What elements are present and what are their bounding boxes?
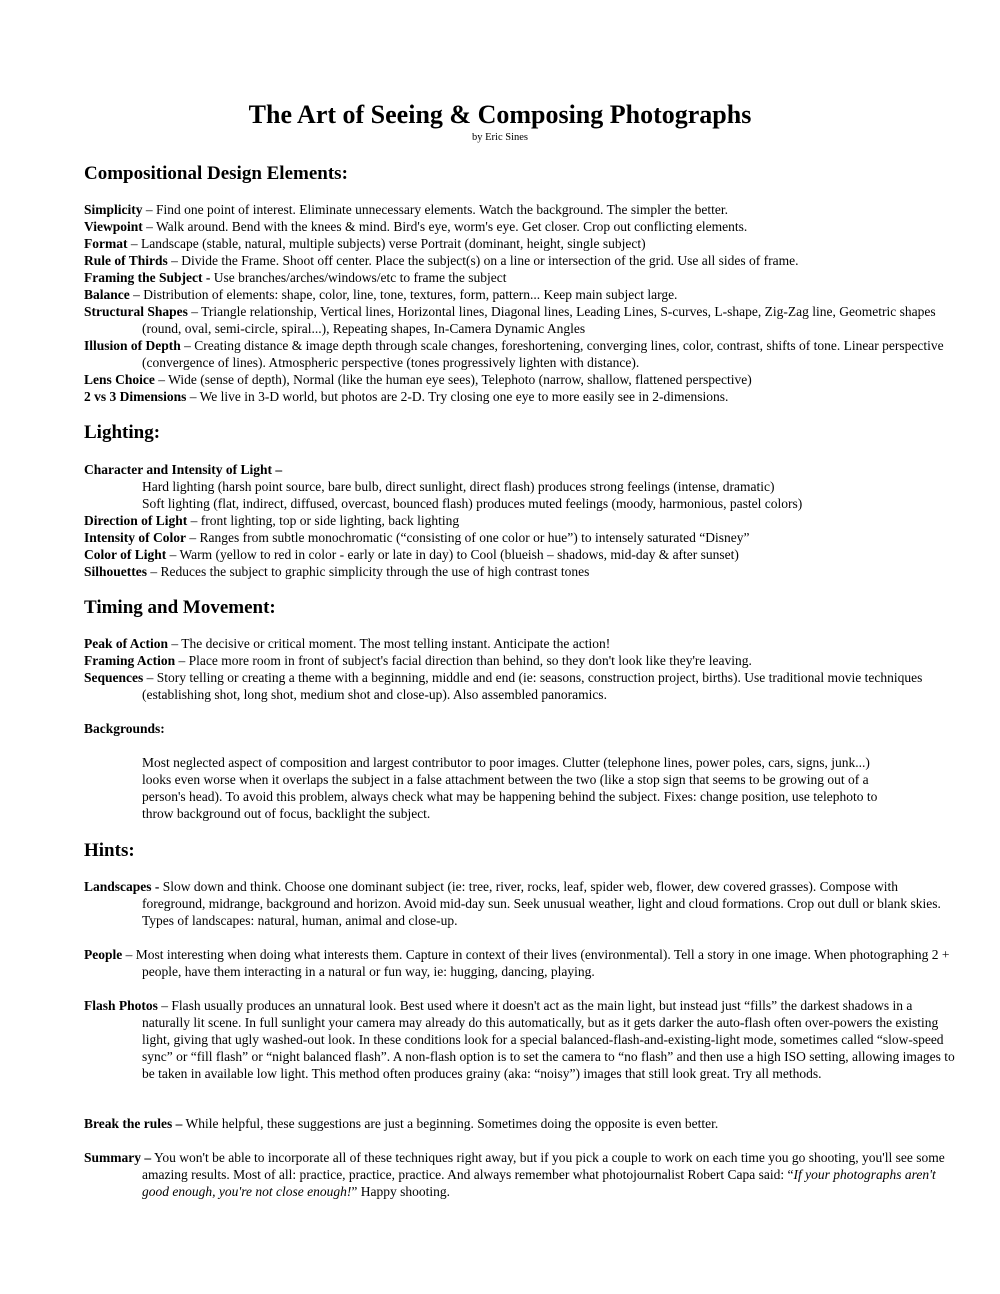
- entry-balance: Balance – Distribution of elements: shape, color, line, tone, textures, form, pattern... Keep main subject large.: [84, 287, 678, 302]
- backgrounds-paragraph: Most neglected aspect of composition and largest contributor to poor images. Clutter (telephone lines, power poles, cars, signs, junk...) looks even worse when it overlaps the subject in a false attachment between the two (like a stop sign that seems to be growing out of a person's head). To avoid this problem, always check what may be happening behind the subject. Fixes: change position, use telephoto to throw background out of focus, backlight the subject.: [142, 755, 878, 821]
- entry-framing-subject: Framing the Subject - Use branches/arches/windows/etc to frame the subject: [84, 270, 507, 285]
- entry-structural-shapes: Structural Shapes – Triangle relationship, Vertical lines, Horizontal lines, Diagonal lines, Leading Lines, S-curves, L-shape, Zig-Zag line, Geometric shapes (round, oval, semi-circle, spiral...), Repeating shapes, In-Camera Dynamic Angles: [84, 304, 936, 336]
- capa-quote: If your photographs aren't good enough, you're not close enough!: [142, 1167, 936, 1199]
- entry-silhouettes: Silhouettes – Reduces the subject to graphic simplicity through the use of high contrast tones: [84, 564, 590, 579]
- entry-summary: Summary – You won't be able to incorporate all of these techniques right away, but if you pick a couple to work on each time you go shooting, you'll see some amazing results. Most of all: practice, practice, practice. And always remember what photojournalist Robert Capa said: “If your photographs aren't good enough, you're not close enough!” Happy shooting.: [84, 1150, 945, 1199]
- section-heading-lighting: Lighting:: [84, 422, 161, 443]
- entry-sequences: Sequences – Story telling or creating a theme with a beginning, middle and end (ie: seasons, construction project, births). Use traditional movie techniques (establishing shot, long shot, medium shot and close-up). Also assembled panoramics.: [84, 670, 923, 702]
- entry-intensity-of-color: Intensity of Color – Ranges from subtle monochromatic (“consisting of one color or hue”) to intensely saturated “Disney”: [84, 530, 750, 545]
- entry-character-of-light: Character and Intensity of Light –: [84, 462, 283, 477]
- entry-people: People – Most interesting when doing what interests them. Capture in context of their lives (environmental). Tell a story in one image. When photographing 2 + people, have them interacting in a natural or fun way, ie: hugging, dancing, playing.: [84, 947, 950, 979]
- entry-dimensions: 2 vs 3 Dimensions – We live in 3-D world, but photos are 2-D. Try closing one eye to more easily see in 2-dimensions.: [84, 389, 729, 404]
- subheading-backgrounds: Backgrounds:: [84, 721, 165, 736]
- section-heading-timing: Timing and Movement:: [84, 597, 276, 618]
- author-byline: by Eric Sines: [472, 132, 528, 143]
- entry-viewpoint: Viewpoint – Walk around. Bend with the knees & mind. Bird's eye, worm's eye. Get closer. Crop out conflicting elements.: [84, 219, 748, 234]
- hard-lighting-text: Hard lighting (harsh point source, bare bulb, direct sunlight, direct flash) produces strong feelings (intense, dramatic): [142, 479, 775, 494]
- entry-framing-action: Framing Action – Place more room in front of subject's facial direction than behind, so they don't look like they're leaving.: [84, 653, 752, 668]
- section-heading-hints: Hints:: [84, 840, 135, 861]
- entry-flash-photos: Flash Photos – Flash usually produces an unnatural look. Best used where it doesn't act as the main light, but instead just “fills” the darkest shadows in a naturally lit scene. In full sunlight your camera may already do this automatically, but as it gets darker the auto-flash often over-powers the existing light, giving that ugly washed-out look. In these conditions look for a special balanced-flash-and-existing-light mode, sometimes called “slow-speed sync” or “fill flash” or “night balanced flash”. A non-flash option is to set the camera to “no flash” and then use a high ISO setting, allowing images to be taken in available low light. This method often produces grainy (aka: “noisy”) images that still look great. Try all methods.: [84, 998, 955, 1081]
- section-heading-composition: Compositional Design Elements:: [84, 163, 348, 184]
- entry-landscapes: Landscapes - Slow down and think. Choose one dominant subject (ie: tree, river, rocks, leaf, spider web, flower, dew covered grasses). Compose with foreground, midrange, background and horizon. Avoid mid-day sun. Seek unusual weather, light and cloud formations. Crop out dull or blank skies. Types of landscapes: natural, human, animal and close-up.: [84, 879, 941, 928]
- entry-direction-of-light: Direction of Light – front lighting, top or side lighting, back lighting: [84, 513, 460, 528]
- entry-lens-choice: Lens Choice – Wide (sense of depth), Normal (like the human eye sees), Telephoto (narrow, shallow, flattened perspective): [84, 372, 752, 387]
- entry-format: Format – Landscape (stable, natural, multiple subjects) verse Portrait (dominant, height, single subject): [84, 236, 646, 251]
- entry-peak-of-action: Peak of Action – The decisive or critical moment. The most telling instant. Anticipate the action!: [84, 636, 611, 651]
- document-title: The Art of Seeing & Composing Photographs: [248, 100, 752, 129]
- entry-break-the-rules: Break the rules – While helpful, these suggestions are just a beginning. Sometimes doing the opposite is even better.: [84, 1116, 719, 1131]
- entry-simplicity: Simplicity – Find one point of interest. Eliminate unnecessary elements. Watch the background. The simpler the better.: [84, 202, 729, 217]
- entry-color-of-light: Color of Light – Warm (yellow to red in color - early or late in day) to Cool (blueish – shadows, mid-day & after sunset): [84, 547, 739, 562]
- entry-illusion-of-depth: Illusion of Depth – Creating distance & image depth through scale changes, foreshortening, converging lines, color, contrast, shifts of tone. Linear perspective (convergence of lines). Atmospheric perspective (tones progressively lighten with distance).: [84, 338, 944, 370]
- soft-lighting-text: Soft lighting (flat, indirect, diffused, overcast, bounced flash) produces muted feelings (moody, harmonious, pastel colors): [142, 496, 803, 511]
- entry-rule-of-thirds: Rule of Thirds – Divide the Frame. Shoot off center. Place the subject(s) on a line or intersection of the grid. Use all sides of frame.: [84, 253, 799, 268]
